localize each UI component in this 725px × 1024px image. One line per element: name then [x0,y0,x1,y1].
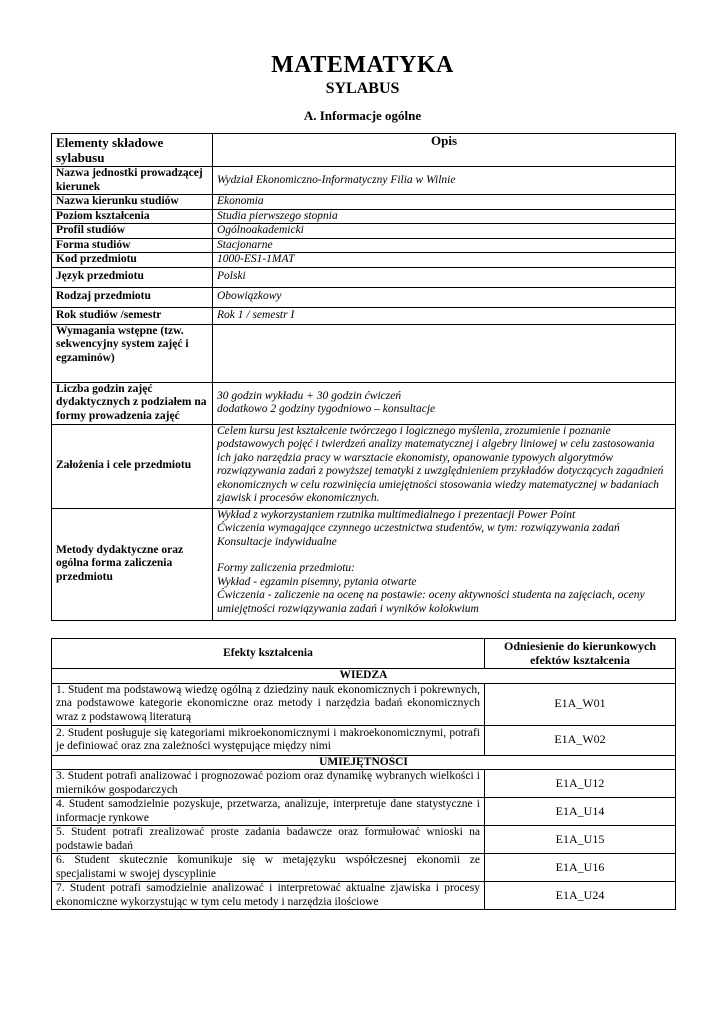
row-value: Obowiązkowy [213,287,676,307]
row-value: Studia pierwszego stopnia [213,209,676,224]
row-label: Kod przedmiotu [52,253,213,268]
methods-line: Ćwiczenia wymagające czynnego uczestnictwa studentów, w tym: rozwiązywania zadań [217,522,620,534]
methods-line: Konsultacje indywidualne [217,535,337,548]
hours-line: 30 godzin wykładu + 30 godzin ćwiczeń [217,389,402,402]
row-label: Założenia i cele przedmiotu [52,424,213,508]
hours-line: dodatkowo 2 godziny tygodniowo – konsultacje [217,403,436,415]
outcome-code: E1A_U24 [485,882,676,910]
outcome-text: 1. Student ma podstawową wiedzę ogólną z dziedziny nauk ekonomicznych i pokrewnych, zna podstawowe kategorie ekonomiczne oraz metody i narzędzia badań ekonomicznych wraz z podstawową literaturą [52,683,485,725]
outcome-code: E1A_U14 [485,798,676,826]
methods-line: Ćwiczenia - zaliczenie na ocenę na postawie: oceny aktywności studenta na zajęciach, oceny umiejętności rozwiązywania zadań i wyników kolokwium [217,589,645,615]
goals-value: Celem kursu jest kształcenie twórczego i logicznego myślenia, zrozumienie i poznanie podstawowych pojęć i twierdzeń analizy matematycznej i algebry liniowej w celu zastosowania ich jako narzędzia pracy w warsztacie ekonomisty, opanowanie typowych algorytmów rozwiązywania zadań z powyższej tematyki z uwzględnieniem przykładów dotyczących zagadnień ekonomicznych w celu rozwinięcia umiejętności stosowania wiedzy matematycznej w badaniach zjawisk i procesów ekonomicznych. [213,424,676,508]
outcome-code: E1A_W01 [485,683,676,725]
methods-line: Formy zaliczenia przedmiotu: [217,562,355,574]
row-label: Rok studiów /semestr [52,307,213,324]
column-header-elements: Elementy składowe sylabusu [52,134,213,167]
outcome-code: E1A_U15 [485,826,676,854]
row-value: Ogólnoakademicki [213,224,676,239]
row-value [213,324,676,382]
column-header-description: Opis [213,134,676,167]
outcome-text: 2. Student posługuje się kategoriami mikroekonomicznymi i makroekonomicznymi, potrafi je definiować oraz zna zależności występujące między nimi [52,725,485,755]
outcome-text: 5. Student potrafi zrealizować proste zadania badawcze oraz formułować wnioski na podstawie badań [52,826,485,854]
row-label: Forma studiów [52,238,213,253]
column-header-effects: Efekty kształcenia [52,639,485,669]
general-info-table [51,133,676,621]
row-label: Wymagania wstępne (tzw. sekwencyjny system zajęć i egzaminów) [52,324,213,382]
row-value: 1000-ES1-1MAT [213,253,676,268]
methods-value [213,508,676,620]
column-header-reference: Odniesienie do kierunkowych efektów kształcenia [485,639,676,669]
row-label: Rodzaj przedmiotu [52,287,213,307]
outcome-code: E1A_U12 [485,770,676,798]
row-label: Język przedmiotu [52,267,213,287]
row-value: Ekonomia [213,195,676,210]
outcome-text: 3. Student potrafi analizować i prognozować poziom oraz dynamikę wybranych wielkości i mierników gospodarczych [52,770,485,798]
section-wiedza: WIEDZA [52,669,676,684]
outcome-code: E1A_W02 [485,725,676,755]
row-value: Wydział Ekonomiczno-Informatyczny Filia w Wilnie [213,167,676,195]
learning-outcomes-table [51,638,676,910]
row-label: Liczba godzin zajęć dydaktycznych z podziałem na formy prowadzenia zajęć [52,382,213,424]
row-label: Poziom kształcenia [52,209,213,224]
outcome-text: 6. Student skutecznie komunikuje się w metajęzyku współczesnej ekonomii ze specjalistami w swojej dyscyplinie [52,854,485,882]
row-value: Stacjonarne [213,238,676,253]
hours-value [213,382,676,424]
row-label: Nazwa jednostki prowadzącej kierunek [52,167,213,195]
row-value: Polski [213,267,676,287]
row-label: Profil studiów [52,224,213,239]
document-subtitle: SYLABUS [325,80,400,97]
section-heading: A. Informacje ogólne [303,108,422,123]
row-value: Rok 1 / semestr I [213,307,676,324]
section-umiejetnosci: UMIEJĘTNOŚCI [52,755,676,770]
methods-line: Wykład z wykorzystaniem rzutnika multimedialnego i prezentacji Power Point [217,508,576,521]
row-label: Nazwa kierunku studiów [52,195,213,210]
methods-line: Wykład - egzamin pisemny, pytania otwarte [217,575,417,588]
outcome-text: 4. Student samodzielnie pozyskuje, przetwarza, analizuje, interpretuje dane statystyczne i informacje rynkowe [52,798,485,826]
outcome-code: E1A_U16 [485,854,676,882]
outcome-text: 7. Student potrafi samodzielnie analizować i interpretować aktualne zjawiska i procesy ekonomiczne wykorzystując w tym celu metody i narzędzia ilościowe [52,882,485,910]
document-title: MATEMATYKA [271,52,454,78]
row-label: Metody dydaktyczne oraz ogólna forma zaliczenia przedmiotu [52,508,213,620]
